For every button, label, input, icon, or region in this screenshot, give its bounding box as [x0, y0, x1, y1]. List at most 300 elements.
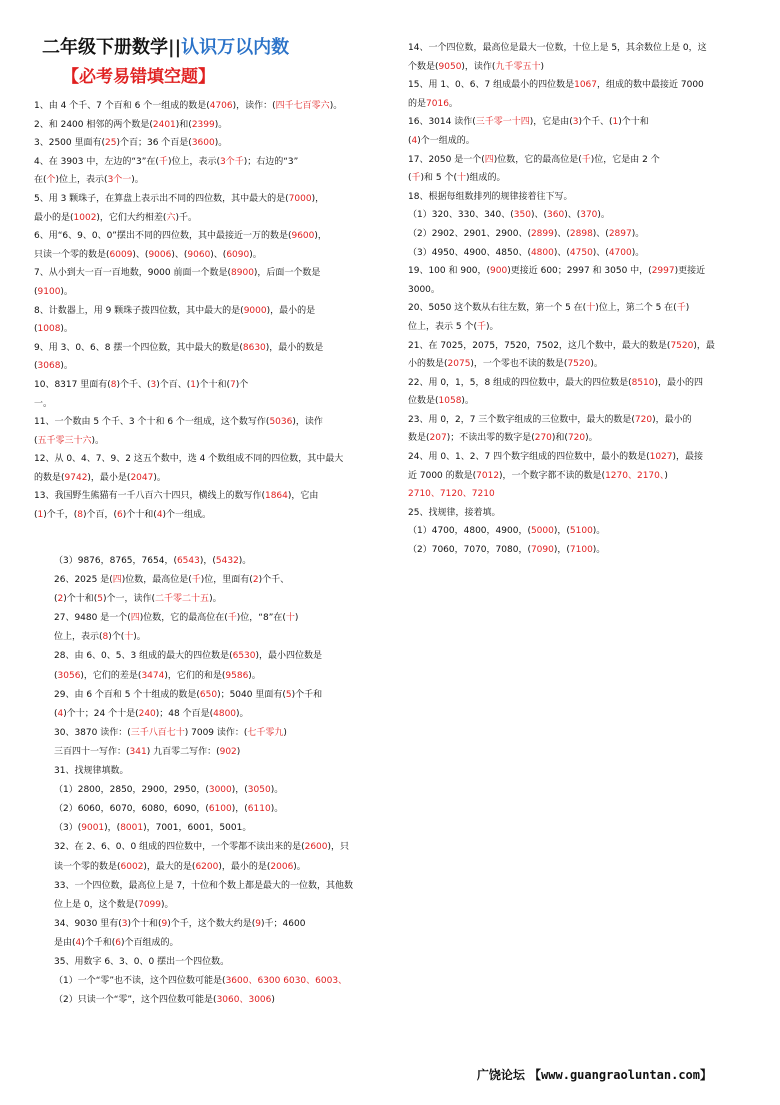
answer-text: 千: [227, 613, 237, 624]
question-line: [408, 58, 715, 77]
answer-text: 5432: [215, 556, 239, 566]
bottom-question-column: [54, 552, 353, 1010]
question-text: )、(: [564, 210, 581, 221]
question-text: )、(: [132, 249, 149, 260]
question-line: [408, 95, 715, 114]
answer-text: 9050: [438, 61, 462, 72]
question-text: （3）4950、4900、4850、(: [408, 247, 531, 258]
answer-text: 3个千: [219, 156, 244, 167]
question-text: （3）(: [54, 823, 82, 834]
question-line: [54, 667, 353, 686]
answer-text: 四千七百零六: [275, 101, 330, 111]
answer-text: 5: [285, 689, 292, 700]
question-text: )和 5 个(: [420, 173, 458, 184]
answer-text: 9006: [148, 249, 172, 260]
question-line: [54, 609, 353, 628]
question-text: )，读作：(: [232, 101, 276, 111]
question-text: 10、8317 里面有(: [34, 379, 111, 390]
question-line: [54, 972, 353, 991]
answer-text: 4: [411, 135, 418, 146]
question-text: )个百，(: [83, 510, 118, 521]
question-text: )。: [214, 119, 228, 130]
question-text: )个十和(: [122, 510, 157, 521]
answer-text: 2710、7120、7210: [408, 489, 495, 500]
answer-text: 1058: [438, 396, 462, 407]
question-text: )，后面一个数是: [253, 268, 321, 279]
answer-text: 2600: [304, 842, 328, 853]
question-line: [34, 339, 343, 358]
question-text: )个千、(: [116, 379, 151, 390]
question-line: [34, 376, 343, 395]
question-text: )更接近 600；2997 和 3050 中，(: [507, 266, 652, 277]
question-text: )、(: [553, 228, 570, 239]
question-line: [54, 934, 353, 953]
question-line: [34, 116, 343, 135]
answer-text: 360: [547, 210, 565, 221]
question-line: [408, 39, 715, 58]
question-text: (: [34, 324, 38, 335]
question-text: )。: [248, 670, 261, 681]
footer-site-url[interactable]: 【www.guangraoluntan.com】: [529, 1068, 712, 1082]
question-line: [34, 209, 343, 228]
question-text: 22、用 0，1，5，8 组成的四位数中，最大的四位数是(: [408, 377, 632, 388]
question-line: [34, 190, 343, 209]
answer-text: 3个一: [107, 175, 132, 186]
answer-text: 6002: [120, 861, 144, 872]
answer-text: 370: [580, 210, 598, 221]
question-text: )位上，表示(: [167, 156, 220, 167]
question-text: )和(: [175, 119, 192, 130]
question-line: [408, 522, 715, 541]
question-text: )、(: [171, 249, 188, 260]
question-line: [54, 724, 353, 743]
question-text: 一。: [34, 398, 53, 409]
question-line: [408, 244, 715, 263]
footer-site[interactable]: [477, 1066, 712, 1083]
question-line: [54, 838, 353, 857]
answer-text: 7100: [569, 545, 593, 556]
question-text: )、(: [530, 210, 547, 221]
answer-text: 9100: [37, 286, 61, 297]
answer-text: 三千零一十四: [475, 117, 530, 128]
answer-text: 6200: [195, 861, 219, 872]
answer-text: 2: [252, 575, 259, 586]
answer-text: 7520: [567, 359, 591, 370]
answer-text: 3: [121, 918, 128, 929]
title-separator: ||: [168, 37, 182, 58]
answer-text: 9060: [187, 249, 211, 260]
answer-text: 2399: [191, 119, 215, 130]
question-text: 个数是(: [408, 61, 439, 72]
answer-text: 七千零九: [247, 727, 284, 738]
question-line: [34, 246, 343, 265]
answer-text: 5000: [530, 526, 554, 537]
question-text: 29、由 6 个百和 5 个十组成的数是(: [54, 689, 200, 700]
question-text: ): [685, 303, 690, 314]
question-line: [54, 743, 353, 762]
answer-text: 9: [255, 918, 261, 929]
question-line: [408, 411, 715, 430]
answer-text: 3050: [247, 785, 271, 796]
question-line: [34, 487, 343, 506]
question-line: [408, 299, 715, 318]
question-line: [34, 171, 343, 190]
question-text: )个千、: [258, 575, 290, 586]
question-line: [34, 506, 343, 525]
question-line: [408, 467, 715, 486]
question-text: )位，里面有(: [200, 575, 253, 586]
answer-text: 千: [476, 321, 486, 332]
question-text: 3、2500 里面有(: [34, 138, 106, 149]
question-line: [34, 432, 343, 451]
question-text: )；不读出零的数字是(: [446, 433, 535, 444]
question-text: )个十和(: [63, 594, 98, 605]
question-text: )。: [249, 249, 262, 260]
question-text: 在(: [34, 175, 47, 186]
question-text: 数是(: [408, 433, 430, 444]
question-text: 位上是 0，这个数是(: [54, 899, 139, 910]
answer-text: 六: [166, 212, 176, 223]
question-text: （2）6060，6070，6080，6090，(: [54, 804, 209, 815]
question-text: )。: [238, 556, 252, 566]
question-line: [54, 628, 353, 647]
question-text: )个千，这个数大约是(: [167, 918, 256, 929]
answer-text: 6543: [176, 556, 200, 566]
title-grade: 二年级下册数学: [42, 37, 168, 58]
question-text: )个千、(: [578, 117, 613, 128]
question-text: )，最小的四: [654, 377, 704, 388]
question-text: )，(: [231, 804, 248, 815]
question-text: )，: [314, 231, 327, 242]
question-text: )，(: [104, 823, 121, 834]
question-text: )位，“8”在(: [236, 613, 286, 624]
answer-text: 6090: [226, 249, 250, 260]
question-text: )，最接: [672, 452, 704, 463]
answer-text: 1: [612, 117, 619, 128]
question-text: )位数，它的最高位是(: [493, 154, 582, 165]
answer-text: 1864: [264, 491, 288, 502]
question-line: [54, 705, 353, 724]
answer-text: 5100: [569, 526, 593, 537]
footer-site-name: 广饶论坛: [476, 1068, 525, 1082]
question-text: 31、找规律填数。: [54, 766, 129, 777]
answer-text: 四: [130, 613, 140, 624]
answer-text: 9001: [81, 823, 105, 834]
question-line: [408, 113, 715, 132]
question-text: )，: [311, 193, 325, 204]
question-text: 19、100 和 900，(: [408, 266, 491, 277]
question-text: 24、用 0、1、2、7 四个数字组成的四位数中，最小的数是(: [408, 452, 650, 463]
answer-text: 8630: [242, 342, 266, 353]
question-text: )，(: [553, 545, 570, 556]
question-text: )。: [461, 396, 474, 407]
question-text: (: [408, 135, 412, 146]
question-text: 27、9480 是一个(: [54, 613, 131, 624]
question-text: 12、从 0、4、7、9、2 这五个数中，选 4 个数组成不同的四位数，其中最大: [34, 454, 344, 465]
answer-text: 1: [37, 510, 44, 521]
right-question-column: [408, 39, 715, 560]
question-line: [408, 485, 715, 504]
answer-text: 3056: [57, 670, 81, 681]
answer-text: 207: [429, 433, 447, 444]
question-text: )位数，最高位是(: [121, 575, 192, 586]
answer-text: 2899: [530, 228, 554, 239]
question-text: (: [408, 173, 412, 184]
question-text: )。: [236, 708, 249, 719]
answer-text: 3: [572, 117, 579, 128]
question-text: 33、一个四位数，最高位上是 7，十位和个数上都是最大的一位数，其他数: [54, 880, 354, 891]
answer-text: 4750: [569, 247, 593, 258]
question-line: [54, 781, 353, 800]
question-text: ): [271, 995, 275, 1006]
question-text: )，它由: [287, 491, 319, 502]
question-line: [408, 76, 715, 95]
question-text: （2）2902、2901、2900、(: [408, 228, 531, 239]
answer-text: 8: [77, 510, 84, 521]
question-text: )，一个零也不读的数是(: [470, 359, 568, 370]
question-text: )。: [631, 247, 645, 258]
answer-text: 3060、3006: [216, 995, 272, 1006]
question-line: [54, 953, 353, 972]
question-line: [54, 647, 353, 666]
question-text: )。: [214, 138, 228, 149]
question-line: [408, 504, 715, 523]
question-line: [408, 151, 715, 170]
answer-text: 4706: [209, 101, 233, 111]
question-line: [34, 97, 343, 116]
question-text: )个千，(: [43, 510, 78, 521]
question-text: ): [294, 613, 299, 624]
question-text: 23、用 0，2，7 三个数字组成的三位数中，最大的数是(: [408, 414, 635, 425]
question-text: )个十；24 个十是(: [63, 708, 139, 719]
question-line: [54, 877, 353, 896]
answer-text: 3474: [141, 670, 165, 681]
question-text: )个十和(: [196, 379, 231, 390]
answer-text: 6: [115, 937, 122, 948]
question-line: [408, 392, 715, 411]
question-line: [408, 206, 715, 225]
question-text: ): [540, 61, 544, 72]
answer-text: 3000: [208, 785, 232, 796]
question-line: [408, 188, 715, 207]
question-text: 34、9030 里有(: [54, 918, 122, 929]
question-line: [408, 374, 715, 393]
left-question-column: [34, 97, 343, 525]
question-text: )。: [590, 359, 603, 370]
answer-text: 8: [102, 632, 109, 643]
question-text: 8、计数器上，用 9 颗珠子拨四位数，其中最大的是(: [34, 305, 244, 316]
question-text: )。: [631, 228, 645, 239]
question-text: (: [54, 670, 58, 681]
question-line: [408, 132, 715, 151]
answer-text: 千: [191, 575, 201, 586]
answer-text: 2075: [447, 359, 471, 370]
answer-text: 270: [534, 433, 552, 444]
answer-text: 4: [156, 510, 163, 521]
answer-text: 2401: [152, 119, 176, 130]
question-text: 是由(: [54, 937, 76, 948]
question-text: 18、根据每组数排列的规律接着往下写。: [408, 191, 573, 202]
question-line: [54, 991, 353, 1010]
question-text: 15、用 1、0、6、7 组成最小的四位数是: [408, 80, 575, 91]
question-text: )，读作(: [461, 61, 496, 72]
answer-text: 720: [634, 414, 653, 425]
page-title: [42, 37, 289, 59]
question-text: )位上，表示(: [55, 175, 108, 186]
answer-text: 7012: [476, 470, 500, 481]
answer-text: 6100: [208, 804, 232, 815]
question-text: )，最大的是(: [143, 861, 196, 872]
answer-text: 3600: [191, 138, 215, 149]
answer-text: 2898: [569, 228, 593, 239]
question-text: )，最小的是(: [218, 861, 271, 872]
question-line: [34, 134, 343, 153]
question-text: 28、由 6、0、5、3 组成的最大的四位数是(: [54, 651, 233, 662]
answer-text: 千: [676, 303, 686, 314]
question-text: )、(: [592, 247, 609, 258]
answer-text: 千: [581, 154, 591, 165]
answer-text: 9: [161, 918, 168, 929]
question-text: )个(: [108, 632, 125, 643]
question-text: )。: [60, 361, 73, 372]
question-line: [34, 283, 343, 302]
question-text: )，(: [553, 526, 570, 537]
answer-text: 8900: [231, 268, 254, 279]
question-text: 25、找规律，接着填。: [408, 507, 501, 518]
answer-text: 6530: [232, 651, 256, 662]
question-line: [34, 469, 343, 488]
answer-text: 2047: [130, 472, 154, 483]
question-line: [54, 762, 353, 781]
question-text: （1）一个“零”也不读，这个四位数可能是(: [54, 976, 226, 987]
question-text: 只读一个零的数是(: [34, 249, 110, 260]
question-line: [34, 357, 343, 376]
answer-text: 5036: [269, 417, 293, 428]
answer-text: 九千零五十: [495, 61, 541, 72]
question-line: [408, 337, 715, 356]
question-text: 6、用“6、9、0、0”摆出不同的四位数，其中最接近一万的数是(: [34, 231, 292, 242]
answer-text: 1008: [37, 324, 61, 335]
question-text: 5、用 3 颗珠子，在算盘上表示出不同的四位数，其中最大的是(: [34, 193, 289, 204]
answer-text: 7: [230, 379, 236, 390]
answer-text: 4: [75, 937, 82, 948]
question-text: )个: [235, 379, 249, 390]
answer-text: 二千零二十五: [155, 594, 210, 605]
question-text: 小的数是(: [408, 359, 448, 370]
answer-text: 3068: [37, 361, 61, 372]
question-text: )，(: [231, 785, 248, 796]
answer-text: 8001: [120, 823, 144, 834]
question-text: )；5040 里面有(: [217, 689, 286, 700]
question-text: 近 7000 的数是(: [408, 470, 477, 481]
question-line: [54, 552, 353, 571]
question-text: (: [34, 286, 38, 297]
question-text: （3）9876，8765，7654，(: [54, 556, 177, 566]
question-text: (: [54, 594, 58, 605]
question-text: 读一个零的数是(: [54, 861, 121, 872]
question-text: )、(: [553, 247, 570, 258]
question-text: )、(: [592, 228, 609, 239]
question-line: [34, 153, 343, 172]
question-text: 1、由 4 个千、7 个百和 6 个一组成的数是(: [34, 101, 210, 111]
question-line: [408, 541, 715, 560]
question-text: （1）4700，4800，4900，(: [408, 526, 531, 537]
question-text: (: [34, 435, 38, 446]
question-text: )；48 个百是(: [155, 708, 214, 719]
question-text: )个千和(: [81, 937, 116, 948]
answer-text: 个: [46, 175, 56, 186]
question-text: 17、2050 是一个(: [408, 154, 485, 165]
question-text: )，一个数字都不读的数是(: [499, 470, 606, 481]
question-line: [54, 858, 353, 877]
question-line: [34, 320, 343, 339]
question-text: )，最小四位数是: [255, 651, 323, 662]
question-text: )。: [60, 286, 73, 297]
question-text: 20、5050 这个数从右往左数，第一个 5 在(: [408, 303, 587, 314]
question-text: 4、在 3903 中，左边的“3”在(: [34, 156, 159, 167]
answer-text: 1067: [574, 80, 597, 91]
question-text: )个十和: [618, 117, 649, 128]
question-line: [408, 429, 715, 448]
question-text: )，最: [693, 340, 715, 351]
answer-text: 四: [484, 154, 494, 165]
answer-text: 240: [138, 708, 156, 719]
question-text: （1）2800，2850，2900，2950，(: [54, 785, 209, 796]
question-text: ) 九百零二写作：(: [146, 746, 220, 757]
question-text: 35、用数字 6、3、0、0 摆出一个四位数。: [54, 956, 230, 967]
question-line: [34, 395, 343, 414]
answer-text: 8: [110, 379, 117, 390]
answer-text: 十: [285, 613, 295, 624]
question-text: (: [34, 510, 38, 521]
question-text: )千；4600: [261, 918, 306, 929]
question-text: 11、一个数由 5 个千、3 个十和 6 个一组成，这个数写作(: [34, 417, 270, 428]
question-text: )，它是由(: [529, 117, 573, 128]
question-text: )。: [153, 472, 166, 483]
answer-text: 5: [97, 594, 104, 605]
question-text: (: [54, 708, 58, 719]
question-text: )。: [329, 101, 343, 111]
answer-text: 6009: [109, 249, 133, 260]
answer-text: 2897: [608, 228, 632, 239]
answer-text: 900: [490, 266, 508, 277]
answer-text: 650: [199, 689, 218, 700]
question-text: 26、2025 是(: [54, 575, 113, 586]
question-text: )，最小的数是: [265, 342, 324, 353]
question-text: 21、在 7025，2075，7520，7502，这几个数中，最大的数是(: [408, 340, 671, 351]
question-line: [54, 819, 353, 838]
question-text: )，最小是(: [87, 472, 131, 483]
answer-text: 6110: [247, 804, 271, 815]
question-text: )，只: [327, 842, 350, 853]
answer-text: 十: [124, 632, 134, 643]
answer-text: 4: [57, 708, 64, 719]
answer-text: 9742: [64, 472, 88, 483]
answer-text: 902: [219, 746, 237, 757]
question-text: )。: [485, 321, 499, 332]
question-text: ，组成的数中最接近 7000: [597, 80, 704, 91]
question-text: 位上，表示 5 个(: [408, 321, 477, 332]
question-text: )。: [597, 210, 610, 221]
question-text: )；右边的“3”: [243, 156, 299, 167]
question-text: )，它们大约相差(: [96, 212, 167, 223]
question-text: ): [236, 746, 241, 757]
answer-text: 3: [150, 379, 157, 390]
question-text: 最小的是(: [34, 212, 74, 223]
answer-text: 1027: [649, 452, 673, 463]
answer-text: 4700: [608, 247, 632, 258]
answer-text: 1: [190, 379, 196, 390]
